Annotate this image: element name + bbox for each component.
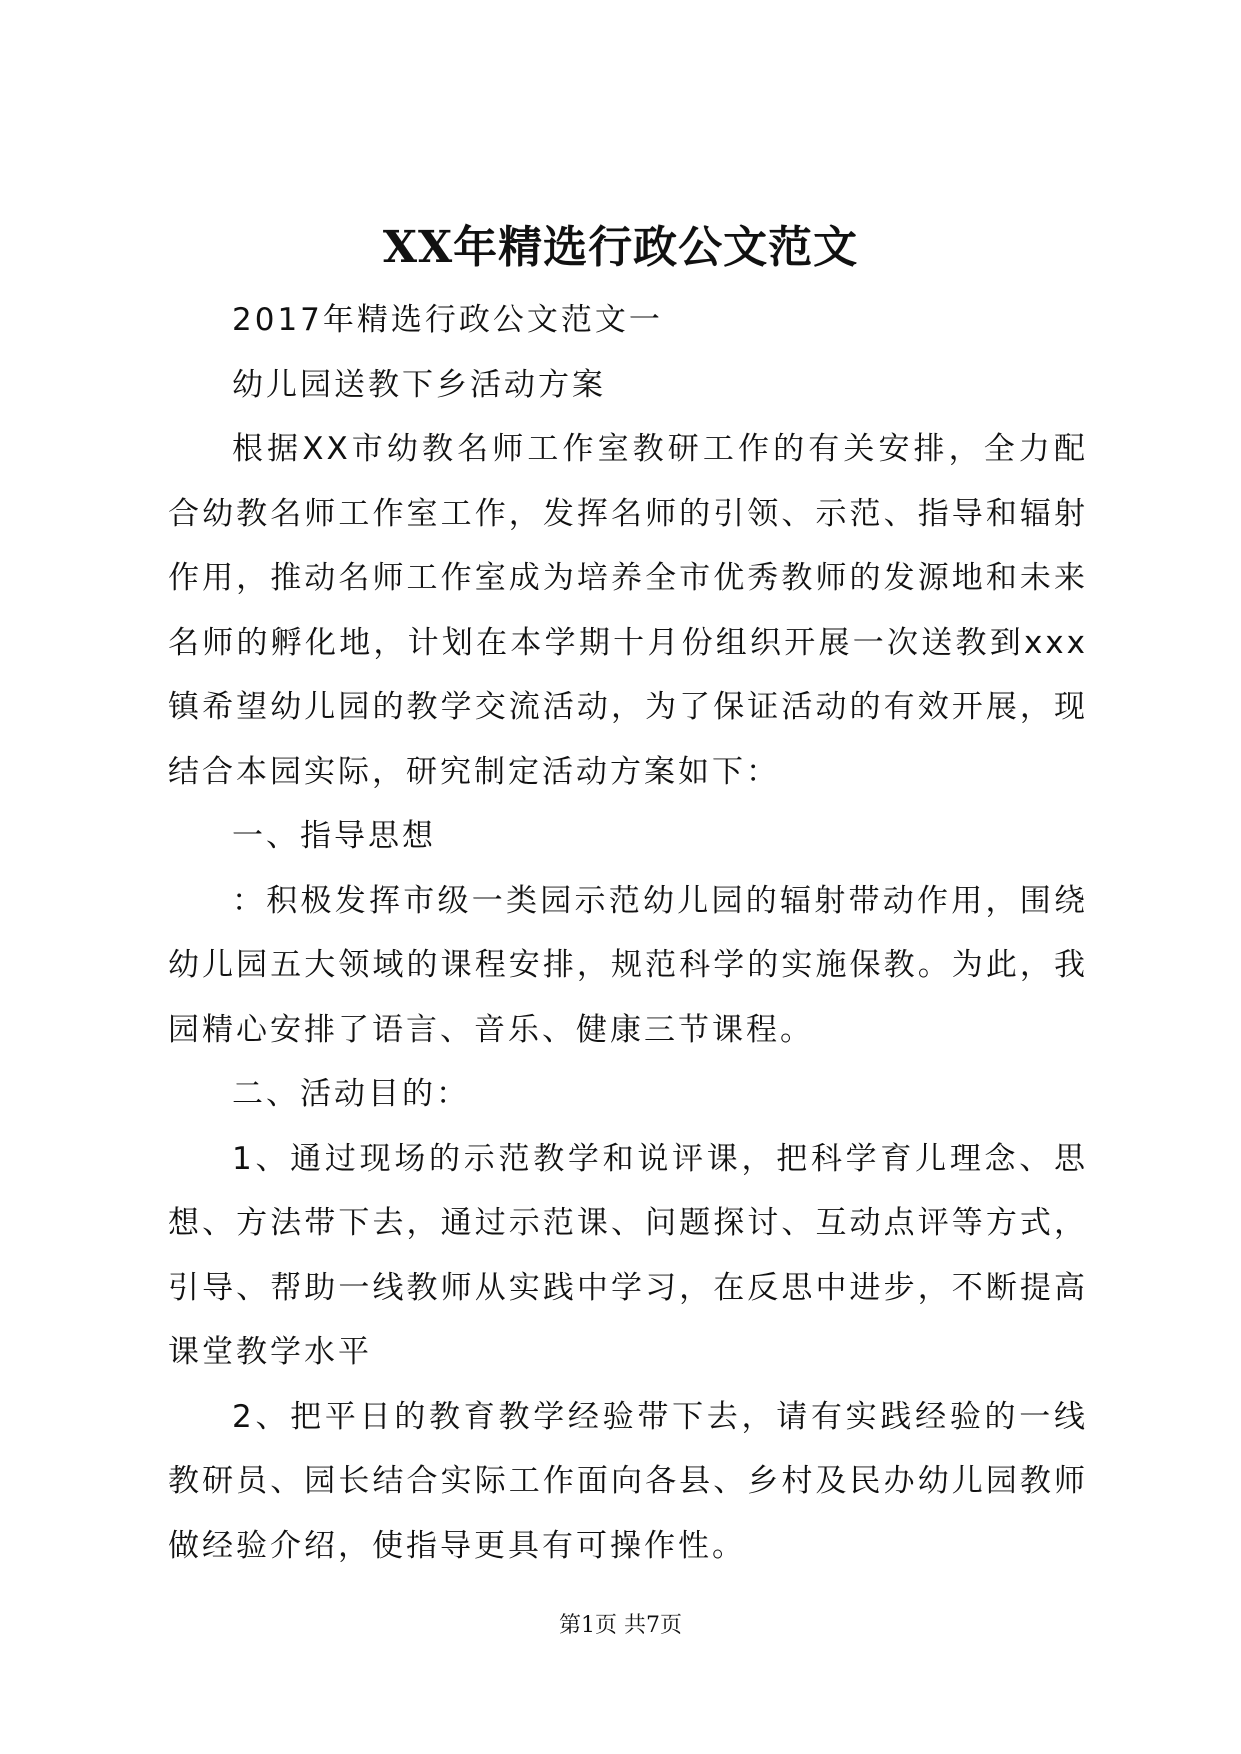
paragraph-purpose-1: 1、通过现场的示范教学和说评课，把科学育儿理念、思想、方法带下去，通过示范课、问题探讨、互动点评等方式，引导、帮助一线教师从实践中学习，在反思中进步，不断提高课堂教学水平 <box>168 1140 1088 1370</box>
document-title: XX年精选行政公文范文 <box>382 222 859 273</box>
document-body <box>168 288 1088 1578</box>
paragraph-guiding-idea: ：积极发挥市级一类园示范幼儿园的辐射带动作用，围绕幼儿园五大领域的课程安排，规范科学的实施保教。为此，我园精心安排了语言、音乐、健康三节课程。 <box>168 882 1088 1048</box>
section-heading-purpose: 二、活动目的： <box>232 1076 470 1112</box>
section-heading-guiding-idea: 一、指导思想 <box>232 818 436 854</box>
paragraph-plan-title: 幼儿园送教下乡活动方案 <box>232 366 606 403</box>
page-number-indicator: 第1页 共7页 <box>559 1613 682 1638</box>
paragraph-intro: 根据XX市幼教名师工作室教研工作的有关安排，全力配合幼教名师工作室工作，发挥名师的引领、示范、指导和辐射作用，推动名师工作室成为培养全市优秀教师的发源地和未来名师的孵化地，计划在本学期十月份组织开展一次送教到xxx镇希望幼儿园的教学交流活动，为了保证活动的有效开展，现结合本园实际，研究制定活动方案如下： <box>168 431 1088 790</box>
paragraph-subtitle: 2017年精选行政公文范文一 <box>232 302 663 338</box>
paragraph-purpose-2: 2、把平日的教育教学经验带下去，请有实践经验的一线教研员、园长结合实际工作面向各县、乡村及民办幼儿园教师做经验介绍，使指导更具有可操作性。 <box>168 1398 1088 1564</box>
